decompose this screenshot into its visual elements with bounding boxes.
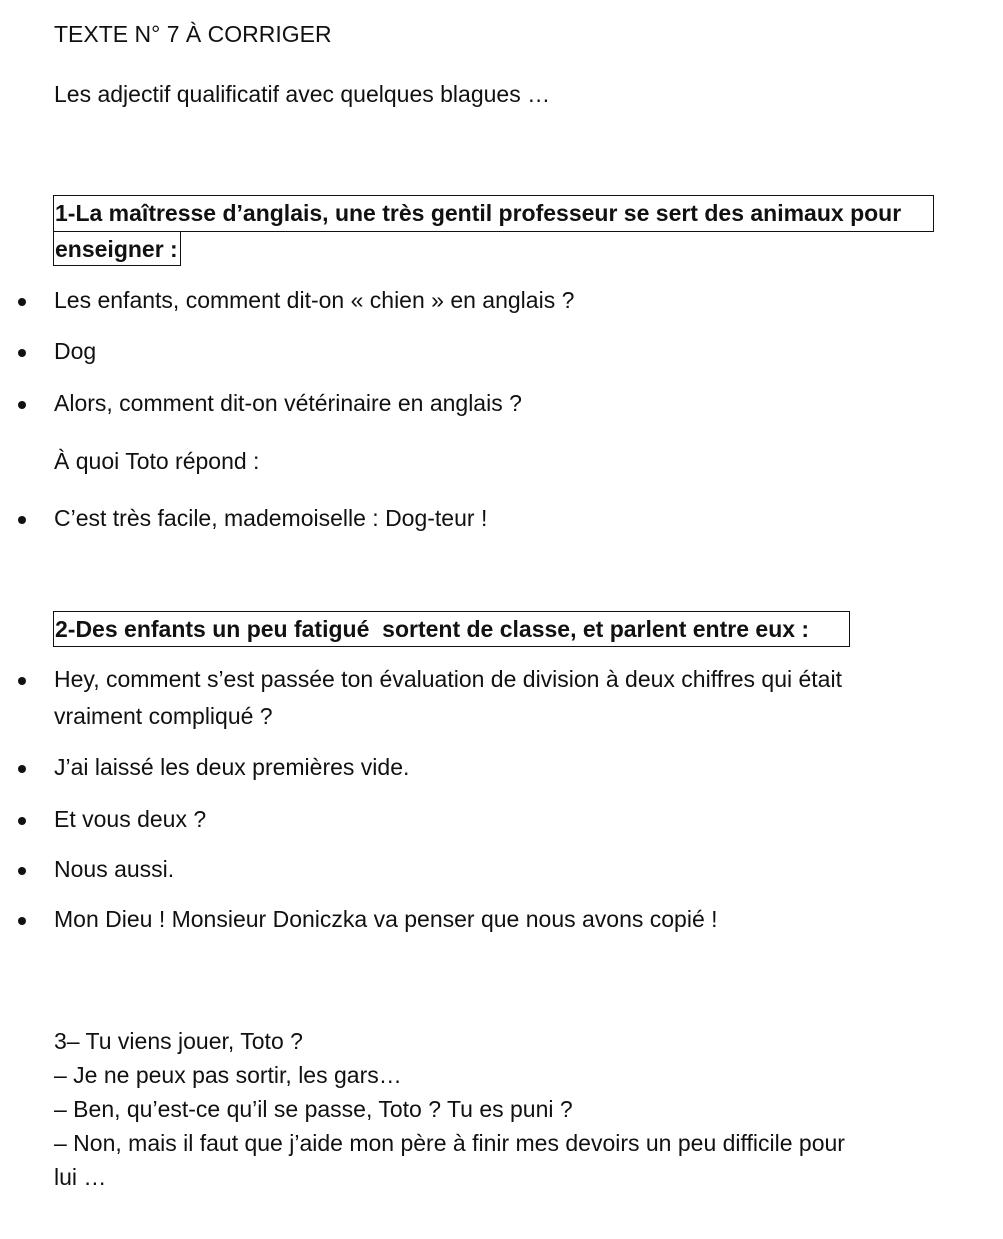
section3-line: – Ben, qu’est-ce qu’il se passe, Toto ? Tu es puni ? bbox=[54, 1096, 573, 1122]
section3-line: – Je ne peux pas sortir, les gars… bbox=[54, 1062, 402, 1088]
section1-heading-line1: 1-La maîtresse d’anglais, une très gentil professeur se sert des animaux pour bbox=[55, 200, 902, 226]
bullet-icon bbox=[18, 867, 26, 875]
bullet-icon bbox=[18, 349, 26, 357]
section1-heading-line2: enseigner : bbox=[55, 236, 178, 262]
bullet-icon bbox=[18, 817, 26, 825]
list-item: Alors, comment dit-on vétérinaire en anglais ? bbox=[54, 390, 522, 416]
section2-heading-box bbox=[53, 611, 850, 647]
intro-text: Les adjectif qualificatif avec quelques blagues … bbox=[54, 81, 551, 107]
bullet-icon bbox=[18, 917, 26, 925]
list-item: C’est très facile, mademoiselle : Dog-teur ! bbox=[54, 505, 488, 531]
bullet-icon bbox=[18, 516, 26, 524]
list-item: Dog bbox=[54, 338, 97, 364]
section3-line: lui … bbox=[54, 1164, 107, 1190]
list-item-line1: Hey, comment s’est passée ton évaluation de division à deux chiffres qui était bbox=[54, 666, 842, 692]
list-item: Et vous deux ? bbox=[54, 806, 207, 832]
section1-heading-line1-box bbox=[53, 195, 934, 232]
bullet-icon bbox=[18, 401, 26, 409]
document-title: TEXTE N° 7 À CORRIGER bbox=[54, 21, 332, 47]
section1-heading-line2-box bbox=[53, 231, 181, 266]
bullet-icon bbox=[18, 765, 26, 773]
list-item-line2: vraiment compliqué ? bbox=[54, 703, 273, 729]
section3-line: – Non, mais il faut que j’aide mon père à finir mes devoirs un peu difficile pour bbox=[54, 1130, 845, 1156]
bullet-icon bbox=[18, 677, 26, 685]
list-item: J’ai laissé les deux premières vide. bbox=[54, 754, 410, 780]
section3-line: 3– Tu viens jouer, Toto ? bbox=[54, 1028, 303, 1054]
interlude-text: À quoi Toto répond : bbox=[54, 448, 260, 474]
list-item: Les enfants, comment dit-on « chien » en anglais ? bbox=[54, 287, 575, 313]
bullet-icon bbox=[18, 298, 26, 306]
section2-heading: 2-Des enfants un peu fatigué sortent de classe, et parlent entre eux : bbox=[55, 616, 810, 642]
list-item: Nous aussi. bbox=[54, 856, 175, 882]
list-item: Mon Dieu ! Monsieur Doniczka va penser que nous avons copié ! bbox=[54, 906, 718, 932]
